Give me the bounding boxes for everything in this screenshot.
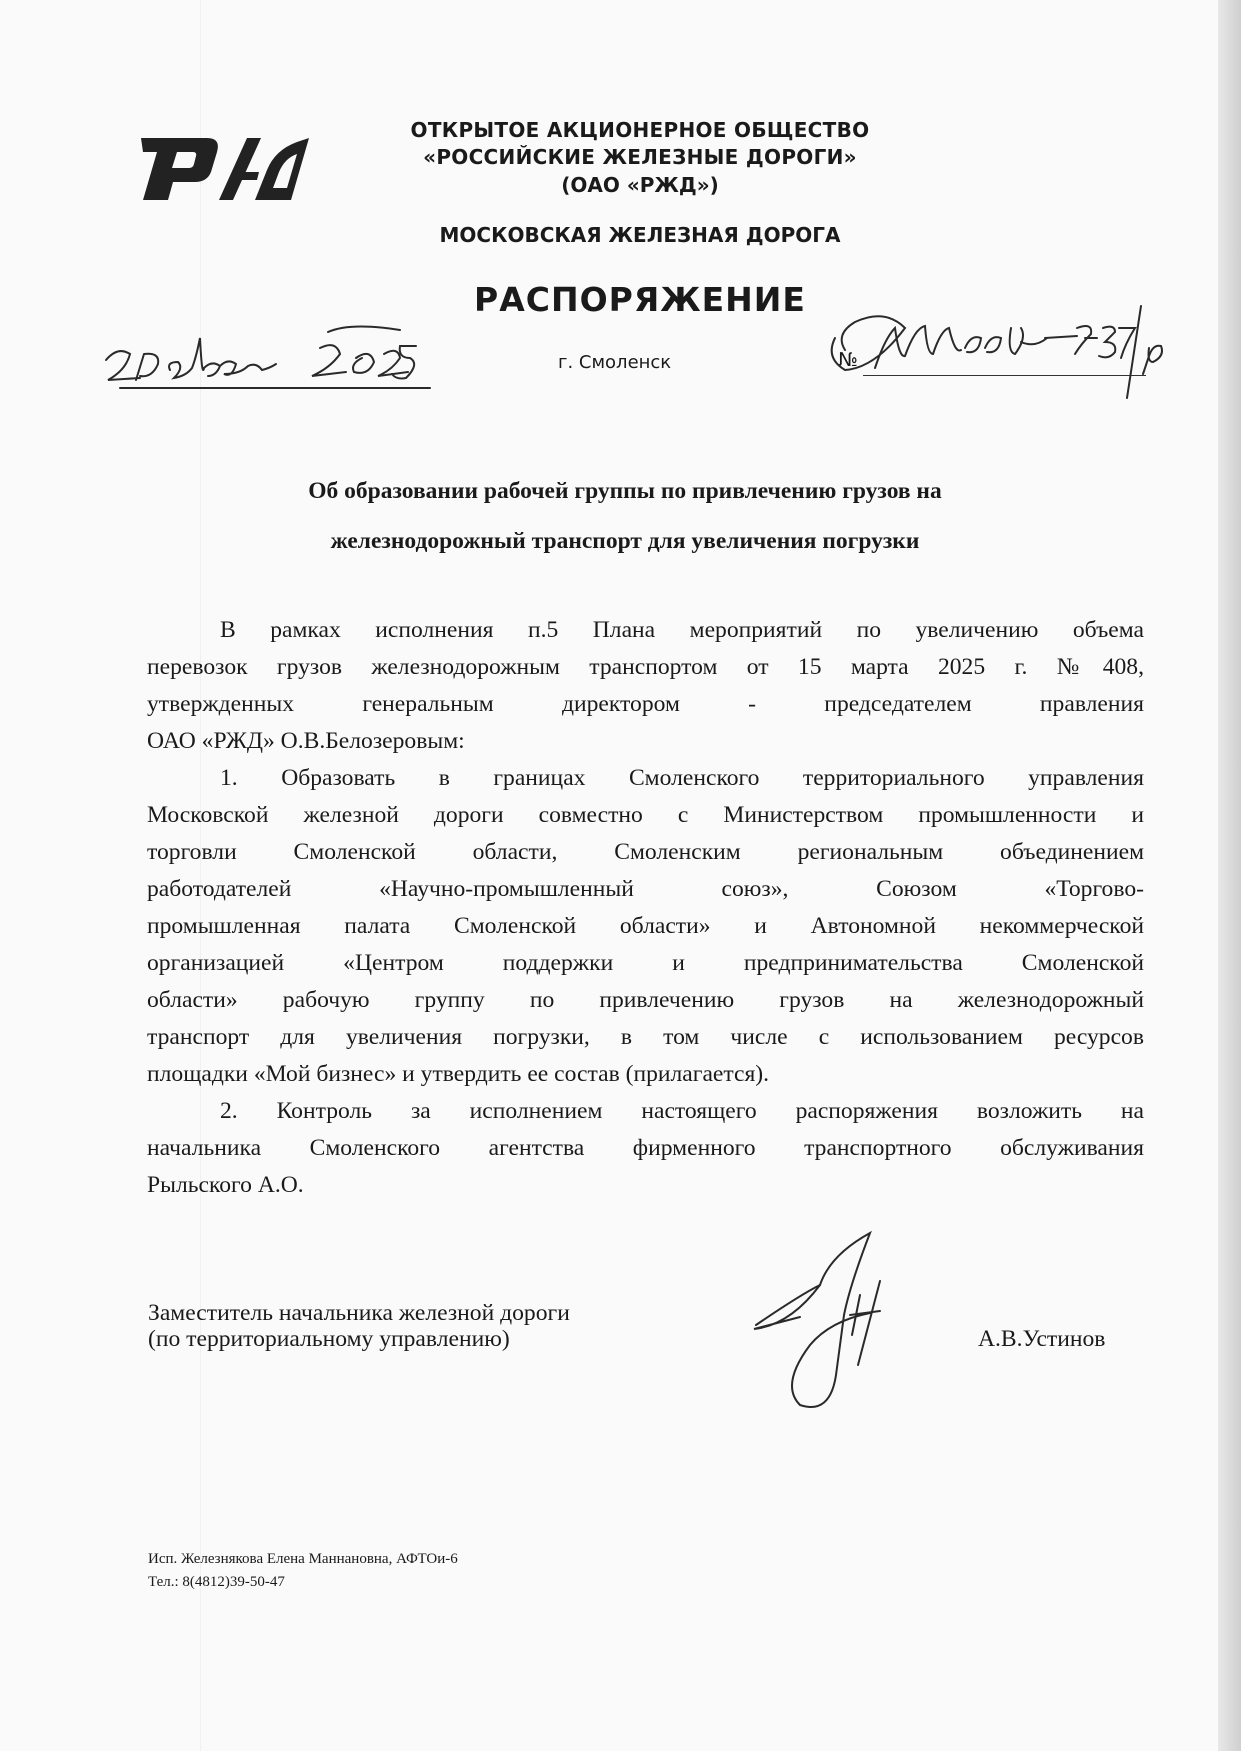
executor-phone: Тел.: 8(4812)39-50-47: [148, 1574, 285, 1590]
body-line: утвержденных генеральным директором - председателем правления: [147, 691, 1144, 717]
body-line: 2. Контроль за исполнением настоящего распоряжения возложить на: [220, 1098, 1144, 1124]
body-line: промышленная палата Смоленской области» и Автономной некоммерческой: [147, 913, 1144, 939]
body-line: ОАО «РЖД» О.В.Белозеровым:: [147, 728, 465, 754]
body-line: 1. Образовать в границах Смоленского территориального управления: [220, 765, 1144, 791]
body-line: перевозок грузов железнодорожным транспортом от 15 марта 2025 г. №408,: [147, 654, 1144, 680]
document-body: [147, 612, 1144, 1204]
number-label: №: [838, 349, 858, 371]
signer-name: А.В.Устинов: [978, 1326, 1106, 1352]
body-line: начальника Смоленского агентства фирменного транспортного обслуживания: [147, 1135, 1144, 1161]
subject-line2: железнодорожный транспорт для увеличения погрузки: [330, 528, 920, 554]
body-line: области» рабочую группу по привлечению грузов на железнодорожный: [147, 987, 1144, 1013]
body-line: площадки «Мой бизнес» и утвердить ее состав (прилагается).: [147, 1061, 770, 1087]
handwritten-date: [100, 318, 440, 396]
rzd-logo: [137, 128, 312, 206]
subject-line1: Об образовании рабочей группы по привлечению грузов на: [308, 478, 942, 504]
scan-edge: [1218, 0, 1241, 1751]
body-line: Рыльского А.О.: [147, 1172, 304, 1198]
body-line: В рамках исполнения п.5 Плана мероприятий по увеличению объема: [220, 617, 1144, 643]
body-line: Московской железной дороги совместно с Министерством промышленности и: [147, 802, 1144, 828]
org-name-line2: «РОССИЙСКИЕ ЖЕЛЕЗНЫЕ ДОРОГИ»: [423, 145, 857, 169]
signer-position-line2: (по территориальному управлению): [148, 1326, 510, 1352]
body-line: транспорт для увеличения погрузки, в том числе с использованием ресурсов: [147, 1024, 1144, 1050]
signer-position-line1: Заместитель начальника железной дороги: [148, 1300, 570, 1326]
handwritten-number: [815, 298, 1180, 408]
handwritten-signature: [740, 1225, 920, 1425]
body-line: работодателей «Научно-промышленный союз», Союзом «Торгово-: [147, 876, 1144, 902]
body-line: организацией «Центром поддержки и предпринимательства Смоленской: [147, 950, 1144, 976]
org-name-line1: ОТКРЫТОЕ АКЦИОНЕРНОЕ ОБЩЕСТВО: [410, 118, 870, 142]
city-label: г. Смоленск: [558, 352, 672, 373]
executor-info: Исп. Железнякова Елена Маннановна, АФТОи-6: [148, 1551, 458, 1567]
org-name-short: (ОАО «РЖД»): [561, 173, 719, 197]
railway-name: МОСКОВСКАЯ ЖЕЛЕЗНАЯ ДОРОГА: [439, 223, 841, 247]
body-line: торговли Смоленской области, Смоленским региональным объединением: [147, 839, 1144, 865]
document-type-title: РАСПОРЯЖЕНИЕ: [474, 280, 806, 319]
